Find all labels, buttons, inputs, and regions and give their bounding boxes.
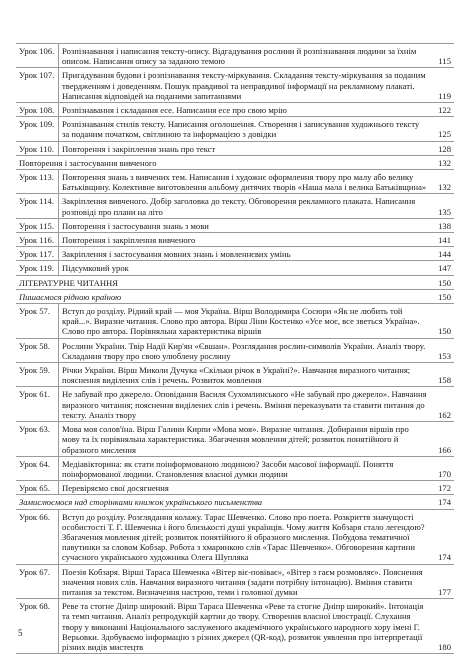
page-ref: 128 <box>438 143 451 154</box>
lesson-number: Урок 115. <box>16 219 59 232</box>
page-ref: 158 <box>438 375 451 386</box>
page-ref: 138 <box>438 220 451 231</box>
toc-row <box>16 457 454 481</box>
page-ref: 150 <box>438 277 451 288</box>
toc-row <box>16 510 454 565</box>
lesson-title: Пригадування будови і розпізнавання тексту-міркування. Складання тексту-міркування за поданим твердженням і доведенням. Пошук правдивої та неправдивої інформації на рекламному плакаті. Написання відповідей на поданими запитаннями <box>62 70 426 101</box>
toc-row <box>16 142 454 156</box>
lesson-number: Урок 68. <box>16 599 59 653</box>
lesson-title: Мова моя солов'їна. Вірш Галини Кирпи «Мова моя». Виразне читання. Добирання віршів про мову та їх порівняльна характеристика. Збагачення мовлення дітей; розвиток понятійного й образного мислення <box>62 424 409 455</box>
toc-section-row <box>16 156 454 170</box>
page-ref: 170 <box>438 468 451 479</box>
toc-row <box>16 233 454 247</box>
lesson-title: Поезія Кобзаря. Вірші Тараса Шевченка «Вітер віє-повіває», «Вітер з гаєм розмовляє». Пояснення значення нових слів. Навчання виразного читання (задати потрібну інтонацію). Вміння ставити питання за текстом. Визначення настрою, теми і головної думки <box>62 566 423 597</box>
toc-section-row <box>16 495 454 509</box>
lesson-title: Рослини України. Твір Надії Кир'ян «Євшан». Розглядання рослин-символів України. Аналіз твору. Складання твору про свою улюблену рослину <box>62 340 426 361</box>
lesson-title: Розпізнавання і написання тексту-опису. Відгадування рослини й розпізнавання людини за їхнім описом. Написання опису за заданою темою <box>62 46 417 67</box>
lesson-number: Урок 116. <box>16 233 59 246</box>
page-ref: 122 <box>438 105 451 116</box>
page-ref: 177 <box>438 586 451 597</box>
lesson-number: Урок 66. <box>16 510 59 564</box>
lesson-number: Урок 64. <box>16 457 59 480</box>
toc-row <box>16 422 454 457</box>
lesson-number: Урок 61. <box>16 387 59 421</box>
toc-row <box>16 387 454 422</box>
page-ref: 174 <box>438 552 451 563</box>
toc-row <box>16 44 454 68</box>
page-ref: 132 <box>438 157 451 168</box>
lesson-title: Повторення і застосування знань з мови <box>62 220 209 231</box>
page-ref: 174 <box>438 497 451 508</box>
lesson-title: Повторення знань з вивчених тем. Написання і художнє оформлення твору про малу або велику Батьківщину. Колективне виготовлення альбому дитячих творів «Наша мала і велика Батьківщина» <box>62 172 427 193</box>
page-ref: 115 <box>438 56 451 67</box>
lesson-title: Замислюємося над сторінками книжок українського письменства <box>19 497 263 508</box>
lesson-title: Річки України. Вірш Миколи Дучука «Скільки річок в Україні?». Навчання виразного читання; пояснення виділених слів і речень. Розвиток мовлення <box>62 365 411 386</box>
toc-row <box>16 219 454 233</box>
page-ref: 141 <box>438 235 451 246</box>
page-ref: 147 <box>438 263 451 274</box>
lesson-number: Урок 107. <box>16 68 59 102</box>
lesson-title: Розпізнавання і складання есе. Написання есе про свою мрію <box>62 105 287 116</box>
page-ref: 144 <box>438 249 451 260</box>
lesson-number: Урок 114. <box>16 194 59 217</box>
page-ref: 150 <box>438 291 451 302</box>
lesson-number: Урок 59. <box>16 363 59 386</box>
lesson-number: Урок 67. <box>16 565 59 599</box>
lesson-number: Урок 63. <box>16 422 59 456</box>
lesson-number: Урок 113. <box>16 170 59 193</box>
toc-row <box>16 68 454 103</box>
toc-row <box>16 247 454 261</box>
toc-row <box>16 304 454 339</box>
toc-row <box>16 363 454 387</box>
lesson-title: Не забувай про джерело. Оповідання Василя Сухомлинського «Не забувай про джерело». Навчання виразного читання; пояснення виділених слів і речень. Вміння переказувати та ставити питання до тексту. Аналіз твору <box>62 389 427 420</box>
table-of-contents <box>16 43 454 654</box>
page-ref: 132 <box>438 182 451 193</box>
page-ref: 119 <box>438 90 451 101</box>
lesson-title: Закріплення вивченого. Добір заголовка до тексту. Обговорення рекламного плаката. Написання розповіді про плани на літо <box>62 196 416 217</box>
lesson-number: Урок 117. <box>16 247 59 260</box>
lesson-title: Повторення і закріплення вивченого <box>62 235 196 246</box>
lesson-number: Урок 65. <box>16 481 59 494</box>
lesson-number: Урок 108. <box>16 103 59 116</box>
lesson-title: Реве та стогне Дніпр широкий. Вірш Тараса Шевченка «Реве та стогне Дніпр широкий». Інтонація та темп читання. Аналіз репродукцій картин до твору. Створення власної ілюстрації. Слухання твору у виконанні Національного заслуженого академічного українського народного хору імені Г. Верьовки. Здобуваємо інформацію з різних джерел (QR-код), розвиток уявлення про інтерпретації різних видів мистецтв <box>62 601 424 652</box>
page-ref: 172 <box>438 483 451 494</box>
lesson-number: Урок 58. <box>16 339 59 362</box>
toc-row <box>16 565 454 600</box>
lesson-title: Перевіряємо свої досягнення <box>62 483 169 494</box>
toc-section-row <box>16 276 454 290</box>
lesson-title: Закріплення і застосування мовних знань і мовленнєвих умінь <box>62 249 291 260</box>
lesson-number: Урок 109. <box>16 117 59 140</box>
lesson-number: Урок 57. <box>16 304 59 338</box>
lesson-title: ЛІТЕРАТУРНЕ ЧИТАННЯ <box>19 277 118 288</box>
toc-row <box>16 261 454 275</box>
lesson-title: Вступ до розділу. Розглядання колажу. Тарас Шевченко. Слово про поета. Розкриття значущості особистості Т. Г. Шевченка і його близькості душі українців. Чому життя Кобзаря стало легендою? Збагачення мовлення дітей; розвиток понятійного й образного мислення. Побудова тематичної павутинки за словом Кобзар. Робота з хмаринкою слів «Тарас Шевченко». Обговорення картини сучасного українського художника Олега Шупляка <box>62 511 425 563</box>
page-ref: 153 <box>438 350 451 361</box>
toc-section-row <box>16 290 454 304</box>
page-ref: 125 <box>438 129 451 140</box>
page-ref: 162 <box>438 409 451 420</box>
toc-row <box>16 170 454 194</box>
toc-row <box>16 117 454 141</box>
lesson-title: Розпізнавання стилів тексту. Написання оголошення. Створення і записування художнього тексту за поданим початком, світлиною та інформацією з довідки <box>62 119 420 140</box>
lesson-title: Пишаємося рідною країною <box>19 291 122 302</box>
lesson-title: Повторення і застосування вивченого <box>19 157 157 168</box>
lesson-title: Підсумковий урок <box>62 263 129 274</box>
toc-row <box>16 339 454 363</box>
toc-row <box>16 194 454 218</box>
toc-row <box>16 103 454 117</box>
lesson-number: Урок 119. <box>16 261 59 274</box>
toc-row <box>16 481 454 495</box>
lesson-number: Урок 110. <box>16 142 59 155</box>
page-ref: 150 <box>438 326 451 337</box>
lesson-number: Урок 106. <box>16 44 59 67</box>
toc-row <box>16 599 454 654</box>
page-ref: 135 <box>438 206 451 217</box>
lesson-title: Медіавікторина: як стати поінформованою людиною? Засоби масової інформації. Поняття поінформованої людини. Становлення власної думки людини <box>62 458 394 479</box>
page-ref: 166 <box>438 444 451 455</box>
lesson-title: Вступ до розділу. Рідний край — моя Україна. Вірш Володимира Сосюри «Як не любить той край...». Виразне читання. Слово про автора. Вірш Ліни Костенко «Усе моє, все зветься Україна». Слово про автора. Порівняльна характеристика віршів <box>62 306 420 337</box>
lesson-title: Повторення і закріплення знань про текст <box>62 143 216 154</box>
page-ref: 180 <box>438 641 451 652</box>
page-number: 5 <box>18 628 23 638</box>
